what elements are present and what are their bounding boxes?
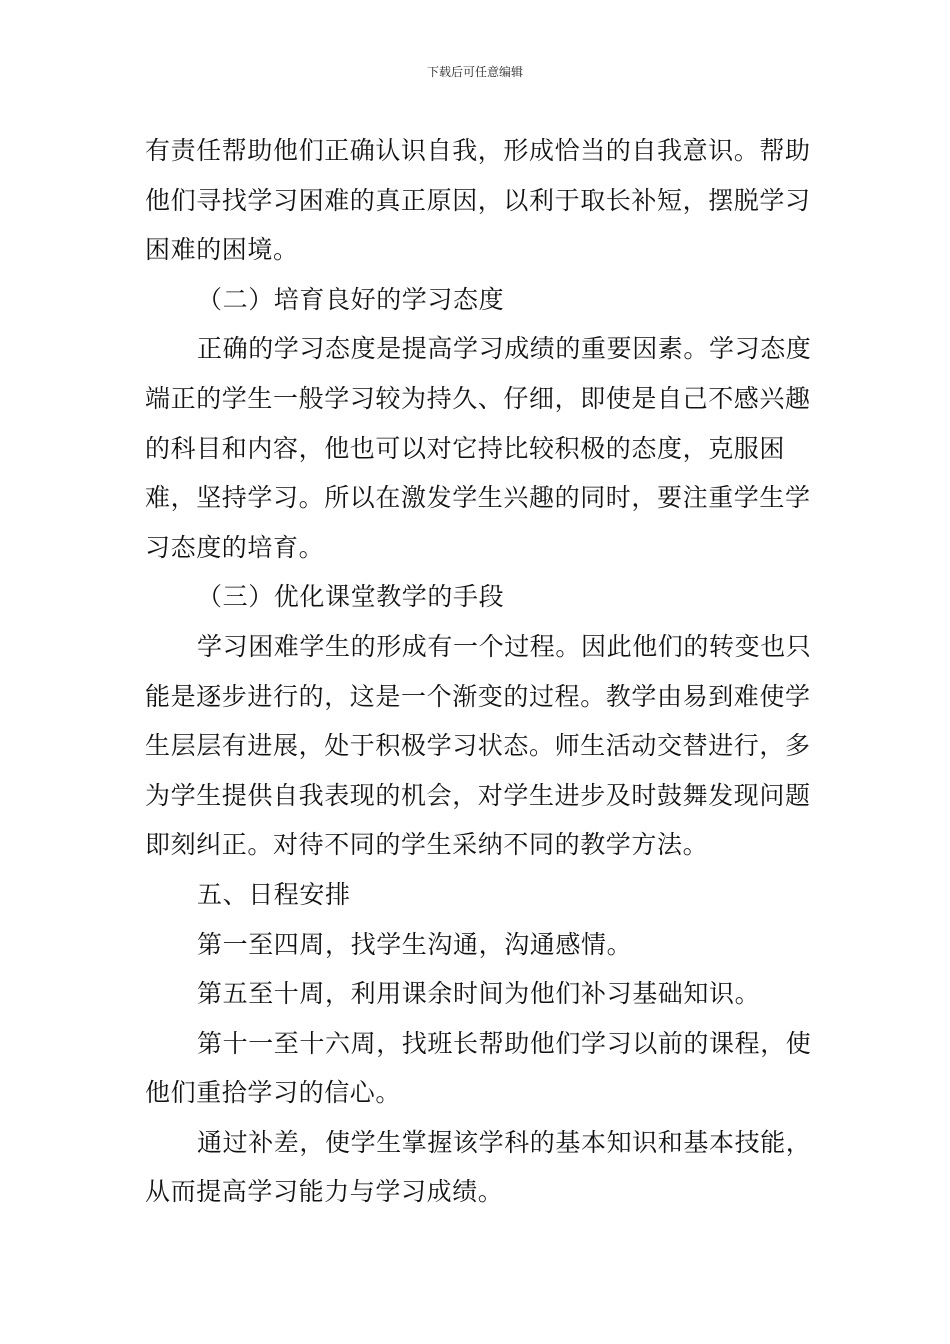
paragraph-2: 正确的学习态度是提高学习成绩的重要因素。学习态度端正的学生一般学习较为持久、仔细，即使是自己不感兴趣的科目和内容，他也可以对它持比较积极的态度，克服困难，坚持学习。所以在激发学生兴趣的同时，要注重学生学习态度的培育。 <box>145 334 812 562</box>
section-heading-5: 五、日程安排 <box>197 879 351 909</box>
schedule-item-1: 第一至四周，找学生沟通，沟通感情。 <box>197 929 633 959</box>
schedule-item-2: 第五至十周，利用课余时间为他们补习基础知识。 <box>197 979 761 1009</box>
section-heading-3: （三）优化课堂教学的手段 <box>197 582 505 612</box>
paragraph-3: 学习困难学生的形成有一个过程。因此他们的转变也只能是逐步进行的，这是一个渐变的过程。教学由易到难使学生层层有进展，处于积极学习状态。师生活动交替进行，多为学生提供自我表现的机会，对学生进步及时鼓舞发现问题即刻纠正。对待不同的学生采纳不同的教学方法。 <box>145 631 812 860</box>
paragraph-conclusion: 通过补差，使学生掌握该学科的基本知识和基本技能，从而提高学习能力与学习成绩。 <box>145 1127 812 1207</box>
section-heading-2: （二）培育良好的学习态度 <box>197 284 505 314</box>
page-header-note: 下载后可任意编辑 <box>426 65 523 79</box>
paragraph-1: 有责任帮助他们正确认识自我，形成恰当的自我意识。帮助他们寻找学习困难的真正原因，以利于取长补短，摆脱学习困难的困境。 <box>145 136 811 265</box>
schedule-item-3: 第十一至十六周，找班长帮助他们学习以前的课程，使他们重拾学习的信心。 <box>145 1028 812 1108</box>
document-body <box>145 126 817 1217</box>
